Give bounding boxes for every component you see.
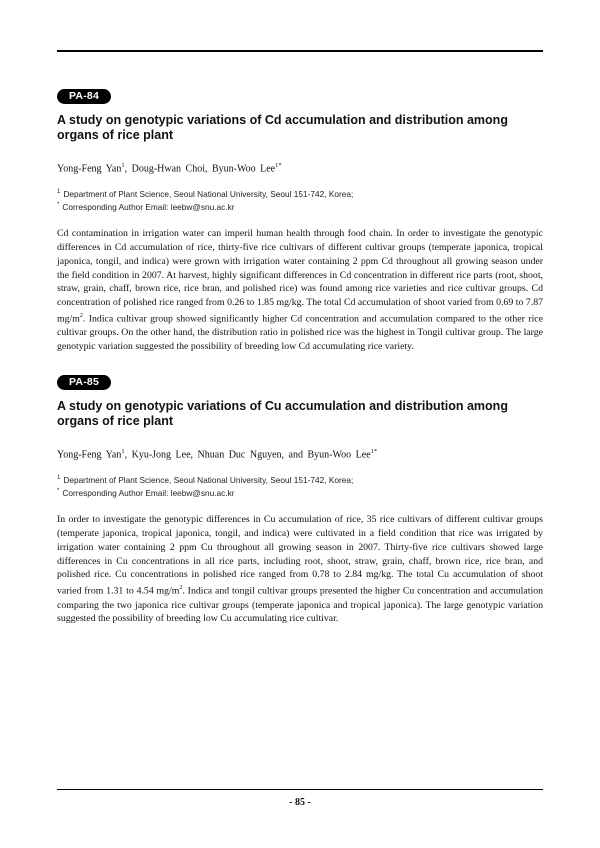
body-text-part: Cd contamination in irrigation water can imperil human health through food chain. In order to investigate the genotypic differences in Cd accumulation of rice, thirty-five rice cultivars of different cultivar groups (temperate japonica, tropical japonica, tongil, and indica) were grown with irrigation water containing 2 ppm Cd throughout all growing season under the field condition in 2007. At harvest, highly significant differences in Cd concentration in different rice parts (root, shoot, straw, grain, chaff, brown rice, rice bran, and polished rice) was found among rice varieties and rice cultivar groups. Cd concentration of polished rice ranged from 0.26 to 1.85 mg/kg. The total Cd accumulation of shoot varied from 0.69 to 7.87 mg/m bbox=[57, 227, 543, 325]
author-affiliation-marker: 1* bbox=[370, 448, 378, 455]
unit-superscript: 2 bbox=[79, 313, 83, 320]
abstract-pa-84 bbox=[57, 86, 543, 354]
author-affiliation-marker: 1* bbox=[275, 162, 282, 169]
affiliation-line bbox=[57, 187, 543, 200]
author-name: Yong-Feng Yan bbox=[57, 163, 122, 175]
abstract-body bbox=[57, 513, 543, 627]
abstract-code-badge: PA-85 bbox=[57, 375, 111, 390]
author-list: Yong-Feng Yan$^1$, Kyu-Jong Lee, Nhuan Duc Nguyen, and Byun-Woo Lee$^{1*}$ bbox=[57, 448, 378, 461]
affiliation-block bbox=[57, 187, 543, 213]
affiliation-block bbox=[57, 473, 543, 499]
correspondence-marker: * bbox=[57, 202, 60, 209]
correspondence-line bbox=[57, 486, 543, 499]
affiliation-text: Department of Plant Science, Seoul National University, Seoul 151-742, Korea; bbox=[63, 475, 354, 486]
affiliation-marker: 1 bbox=[57, 189, 61, 196]
author-name: Byun-Woo Lee bbox=[211, 163, 276, 175]
abstract-title: A study on genotypic variations of Cu accumulation and distribution among organs of rice plant bbox=[57, 399, 508, 428]
body-text-part: . Indica and tongil cultivar groups presented the higher Cu concentration and accumulation comparing the two japonica rice cultivar groups (temperate japonica and tropical japonica). The large genotypic variation suggested the possibility of breeding low Cu accumulating rice cultivar. bbox=[57, 585, 543, 625]
body-text-part: In order to investigate the genotypic differences in Cu accumulation of rice, 35 rice cultivars of different cultivar groups (temperate japonica, tropical japonica, tongil, and indica) were cultivated in a field condition that rice was irrigated by irrigation water containing 2 ppm Cu throughout all growing season in 2007. Thirty-five rice cultivars showed large differences in Cu concentrations in all rice parts, including root, shoot, straw, grain, chaff, brown rice, rice bran, and polished rice. Cu concentrations in polished rice ranged from 0.78 to 2.84 mg/kg. The total Cu accumulation of shoot varied from 1.31 to 4.54 mg/m bbox=[57, 513, 543, 597]
affiliation-text: Department of Plant Science, Seoul National University, Seoul 151-742, Korea; bbox=[63, 189, 354, 200]
affiliation-line bbox=[57, 473, 543, 486]
author-name: Doug-Hwan Choi bbox=[131, 163, 205, 175]
author-name: Nhuan Duc Nguyen bbox=[197, 449, 282, 461]
abstract-title: A study on genotypic variations of Cd accumulation and distribution among organs of rice plant bbox=[57, 113, 508, 142]
correspondence-marker: * bbox=[57, 488, 60, 495]
abstract-pa-85 bbox=[57, 372, 543, 626]
body-text-part: . Indica cultivar group showed significantly higher Cd concentration and accumulation compared to the other rice cultivar groups. On the other hand, the distribution ratio in polished rice was the highest in Tongil cultivar group. The large genotypic variation suggested the possibility of breeding low Cd accumulating rice variety. bbox=[57, 313, 543, 353]
abstract-code-badge: PA-84 bbox=[57, 89, 111, 104]
author-list: Yong-Feng Yan$^1$, Doug-Hwan Choi, Byun-Woo Lee$^{1*}$ bbox=[57, 162, 282, 175]
correspondence-text: Corresponding Author Email: leebw@snu.ac.kr bbox=[62, 487, 235, 498]
page-number: - 85 - bbox=[289, 797, 311, 808]
author-name: Byun-Woo Lee bbox=[307, 449, 371, 461]
correspondence-line bbox=[57, 200, 543, 213]
unit-superscript: 2 bbox=[179, 585, 183, 592]
author-affiliation-marker: 1 bbox=[121, 162, 125, 169]
author-name: Yong-Feng Yan bbox=[57, 449, 122, 461]
author-name: Kyu-Jong Lee bbox=[131, 449, 191, 461]
top-rule bbox=[57, 50, 543, 52]
bottom-rule bbox=[57, 789, 543, 790]
author-affiliation-marker: 1 bbox=[121, 448, 125, 455]
affiliation-marker: 1 bbox=[57, 475, 61, 482]
abstract-body bbox=[57, 227, 543, 354]
correspondence-text: Corresponding Author Email: leebw@snu.ac.kr bbox=[62, 201, 235, 212]
